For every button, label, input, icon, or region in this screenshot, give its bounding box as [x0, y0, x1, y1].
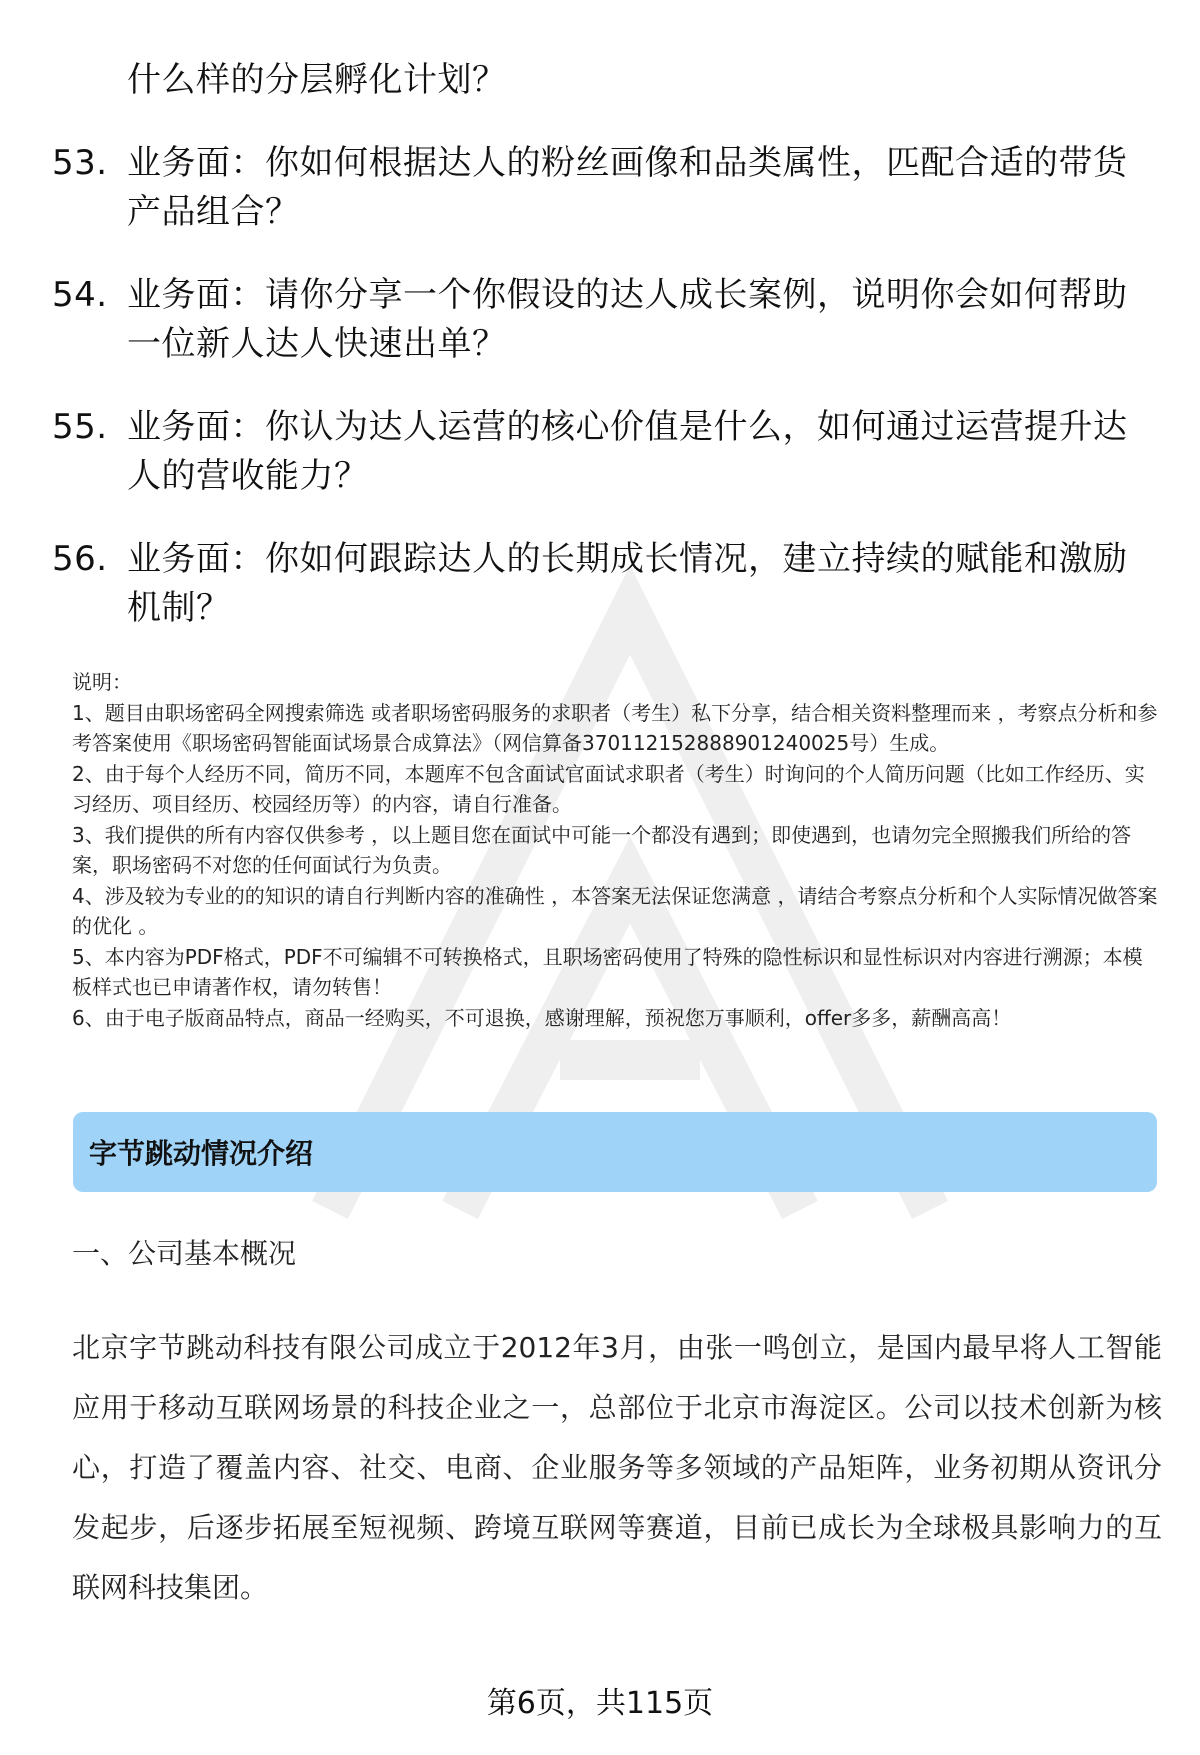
section-banner [73, 1112, 1157, 1192]
note-item: 4、涉及较为专业的的知识的请自行判断内容的准确性 ，本答案无法保证您满意 ，请结合考察点分析和个人实际情况做答案的优化 。 [72, 883, 1158, 938]
note-item: 5、本内容为PDF格式，PDF不可编辑不可转换格式，且职场密码使用了特殊的隐性标识和显性标识对内容进行溯源；本模板样式也已申请著作权，请勿转售！ [72, 944, 1143, 999]
company-overview-paragraph: 北京字节跳动科技有限公司成立于2012年3月，由张一鸣创立，是国内最早将人工智能应用于移动互联网场景的科技企业之一，总部位于北京市海淀区。公司以技术创新为核心，打造了覆盖内容、社交、电商、企业服务等多领域的产品矩阵，业务初期从资讯分发起步，后逐步拓展至短视频、跨境互联网等赛道，目前已成长为全球极具影响力的互联网科技集团。 [72, 1331, 1162, 1604]
note-item: 2、由于每个人经历不同，简历不同，本题库不包含面试官面试求职者（考生）时询问的个人简历问题（比如工作经历、实习经历、项目经历、校园经历等）的内容，请自行准备。 [72, 761, 1145, 816]
question-item [52, 535, 1142, 633]
page-indicator: 第6页，共115页 [486, 1686, 714, 1721]
question-text: 业务面：你认为达人运营的核心价值是什么，如何通过运营提升达人的营收能力？ [127, 407, 1128, 496]
section-title: 字节跳动情况介绍 [89, 1137, 314, 1170]
question-text: 业务面：你如何跟踪达人的长期成长情况，建立持续的赋能和激励机制？ [127, 539, 1128, 628]
question-item [52, 271, 1142, 369]
question-number: 54. [52, 275, 108, 315]
question-number: 55. [52, 407, 108, 447]
question-text: 什么样的分层孵化计划？ [127, 60, 507, 100]
question-text: 业务面：你如何根据达人的粉丝画像和品类属性，匹配合适的带货产品组合？ [127, 143, 1128, 232]
question-item [52, 139, 1142, 237]
question-item [52, 403, 1142, 501]
notes-title: 说明： [72, 670, 132, 694]
question-number: 53. [52, 143, 108, 183]
disclaimer-notes [72, 667, 1162, 1033]
question-number: 56. [52, 539, 108, 579]
note-item: 1、题目由职场密码全网搜索筛选 或者职场密码服务的求职者（考生）私下分享，结合相关资料整理而来 ，考察点分析和参考答案使用《职场密码智能面试场景合成算法》（网信算备370112152888901240025号）生成。 [72, 700, 1158, 755]
question-item [52, 56, 1142, 105]
note-item: 6、由于电子版商品特点，商品一经购买，不可退换，感谢理解，预祝您万事顺利，offer多多，薪酬高高！ [72, 1005, 1012, 1030]
question-list [52, 56, 1142, 667]
question-text: 业务面：请你分享一个你假设的达人成长案例，说明你会如何帮助一位新人达人快速出单？ [127, 275, 1128, 364]
note-item: 3、我们提供的所有内容仅供参考 ，以上题目您在面试中可能一个都没有遇到；即使遇到，也请勿完全照搬我们所给的答案，职场密码不对您的任何面试行为负责。 [72, 822, 1132, 877]
section-subheading: 一、公司基本概况 [72, 1237, 297, 1270]
